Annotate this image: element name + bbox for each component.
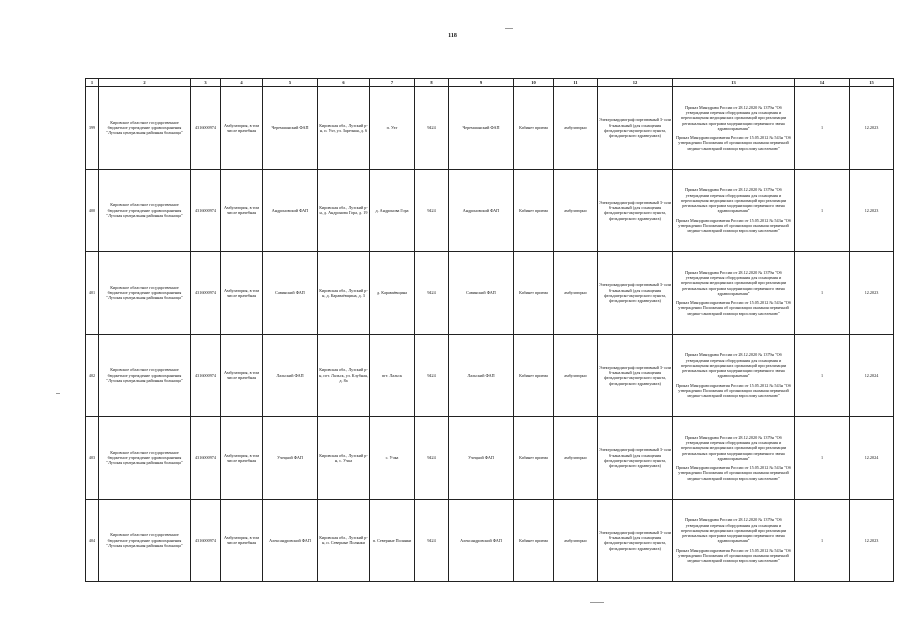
cell-quantity: 1 [795,417,850,500]
cell-due-date: 12.2024 [850,417,894,500]
cell-equipment-name: Электрокардиограф портативный 3- или 6-канальный (для оснащения фельдшерско-акушерского пункта, фельдшерского здравпункта) [598,499,673,582]
cell-code: 9424 [415,499,449,582]
column-header-7: 7 [370,79,415,87]
cell-due-date: 12.2024 [850,334,894,417]
cell-row-number: 400 [86,169,99,252]
cell-code: 9424 [415,252,449,335]
cell-code: 9424 [415,169,449,252]
cell-department: Андроновский ФАП [449,169,514,252]
cell-quantity: 1 [795,252,850,335]
cell-inn: 4316000974 [191,87,221,170]
order-543n: Приказ Минздравсоцразвития России от 15.05.2012 № 543н "Об утверждении Положения об организации оказания первичной медико-санитарной помощи взрослому населению" [676,217,791,233]
column-header-3: 3 [191,79,221,87]
column-header-1: 1 [86,79,99,87]
cell-care-conditions: амбулаторно [554,417,598,500]
cell-room: Кабинет приема [514,87,554,170]
cell-settlement: п. Ухт [370,87,415,170]
table-row [86,252,894,335]
cell-unit-type: Амбулатория, в том числе врачебная [221,87,263,170]
order-1379n: Приказ Минздрава России от 28.12.2020 № 1379н "Об утверждении перечня оборудования для оснащения и переоснащения медицинских организаций при реализации региональных программ модернизации первичного звена здравоохранения" [680,269,787,296]
table-row [86,87,894,170]
cell-room: Кабинет приема [514,252,554,335]
cell-unit-type: Амбулатория, в том числе врачебная [221,252,263,335]
cell-quantity: 1 [795,499,850,582]
column-header-13: 13 [673,79,795,87]
column-header-4: 4 [221,79,263,87]
cell-structural-unit: Лальский ФАП [263,334,318,417]
column-header-14: 14 [795,79,850,87]
cell-organization-name: Кировское областное государственное бюджетное учреждение здравоохранения "Лузская центральная районная больница" [99,169,191,252]
cell-care-conditions: амбулаторно [554,252,598,335]
order-543n: Приказ Минздравсоцразвития России от 15.05.2012 № 543н "Об утверждении Положения об организации оказания первичной медико-санитарной помощи взрослому населению" [676,547,791,563]
cell-unit-type: Амбулатория, в том числе врачебная [221,169,263,252]
column-header-10: 10 [514,79,554,87]
order-543n: Приказ Минздравсоцразвития России от 15.05.2012 № 543н "Об утверждении Положения об организации оказания первичной медико-санитарной помощи взрослому населению" [676,300,791,316]
cell-row-number: 402 [86,334,99,417]
scan-artifact [505,28,513,29]
cell-room: Кабинет приема [514,499,554,582]
cell-room: Кабинет приема [514,169,554,252]
cell-inn: 4316000974 [191,252,221,335]
cell-normative-basis [673,499,795,582]
cell-row-number: 404 [86,499,99,582]
column-header-15: 15 [850,79,894,87]
cell-inn: 4316000974 [191,417,221,500]
table-row [86,417,894,500]
cell-care-conditions: амбулаторно [554,334,598,417]
cell-address: Кировская обл., Лузский р-н, с. Учка [318,417,370,500]
cell-unit-type: Амбулатория, в том числе врачебная [221,334,263,417]
cell-address: Кировская обл., Лузский р-н, п. Ухт, ул. Заречная, д. 6 [318,87,370,170]
cell-equipment-name: Электрокардиограф портативный 3- или 6-канальный (для оснащения фельдшерско-акушерского пункта, фельдшерского здравпункта) [598,417,673,500]
cell-equipment-name: Электрокардиограф портативный 3- или 6-канальный (для оснащения фельдшерско-акушерского пункта, фельдшерского здравпункта) [598,252,673,335]
cell-care-conditions: амбулаторно [554,87,598,170]
order-1379n: Приказ Минздрава России от 28.12.2020 № 1379н "Об утверждении перечня оборудования для оснащения и переоснащения медицинских организаций при реализации региональных программ модернизации первичного звена здравоохранения" [680,352,787,379]
scan-artifact [56,393,60,394]
column-header-2: 2 [99,79,191,87]
cell-settlement: пгт. Лальск [370,334,415,417]
cell-care-conditions: амбулаторно [554,499,598,582]
cell-department: Черемшанский ФАП [449,87,514,170]
table-row [86,334,894,417]
cell-equipment-name: Электрокардиограф портативный 3- или 6-канальный (для оснащения фельдшерско-акушерского пункта, фельдшерского здравпункта) [598,169,673,252]
cell-settlement: д. Андронова Гора [370,169,415,252]
column-header-5: 5 [263,79,318,87]
cell-due-date: 12.2023 [850,87,894,170]
cell-unit-type: Амбулатория, в том числе врачебная [221,499,263,582]
cell-inn: 4316000974 [191,169,221,252]
cell-row-number: 401 [86,252,99,335]
cell-settlement: д. Караваёвщина [370,252,415,335]
table-row [86,169,894,252]
cell-quantity: 1 [795,169,850,252]
cell-organization-name: Кировское областное государственное бюджетное учреждение здравоохранения "Лузская центральная районная больница" [99,417,191,500]
cell-address: Кировская обл., Лузский р-н, д. Андронова Гора, д. 19 [318,169,370,252]
cell-unit-type: Амбулатория, в том числе врачебная [221,417,263,500]
cell-code: 9424 [415,87,449,170]
order-1379n: Приказ Минздрава России от 28.12.2020 № 1379н "Об утверждении перечня оборудования для оснащения и переоснащения медицинских организаций при реализации региональных программ модернизации первичного звена здравоохранения" [680,434,787,461]
cell-room: Кабинет приема [514,334,554,417]
cell-structural-unit: Учецкий ФАП [263,417,318,500]
order-543n: Приказ Минздравсоцразвития России от 15.05.2012 № 543н "Об утверждении Положения об организации оказания первичной медико-санитарной помощи взрослому населению" [676,465,791,481]
page-number: 118 [448,33,457,39]
order-1379n: Приказ Минздрава России от 28.12.2020 № 1379н "Об утверждении перечня оборудования для оснащения и переоснащения медицинских организаций при реализации региональных программ модернизации первичного звена здравоохранения" [680,104,787,131]
cell-address: Кировская обл., Лузский р-н, пгт. Лальск, ул. Клубная, д. 8а [318,334,370,417]
order-543n: Приказ Минздравсоцразвития России от 15.05.2012 № 543н "Об утверждении Положения об организации оказания первичной медико-санитарной помощи взрослому населению" [676,382,791,398]
order-543n: Приказ Минздравсоцразвития России от 15.05.2012 № 543н "Об утверждении Положения об организации оказания первичной медико-санитарной помощи взрослому населению" [676,135,791,151]
cell-code: 9424 [415,334,449,417]
cell-due-date: 12.2023 [850,169,894,252]
cell-department: Лальский ФАП [449,334,514,417]
cell-settlement: с. Учка [370,417,415,500]
cell-quantity: 1 [795,334,850,417]
cell-row-number: 403 [86,417,99,500]
cell-due-date: 12.2023 [850,252,894,335]
cell-normative-basis [673,252,795,335]
cell-normative-basis [673,87,795,170]
column-header-8: 8 [415,79,449,87]
cell-normative-basis [673,169,795,252]
cell-department: Савинский ФАП [449,252,514,335]
cell-due-date: 12.2023 [850,499,894,582]
cell-department: Александровский ФАП [449,499,514,582]
cell-structural-unit: Савинский ФАП [263,252,318,335]
cell-structural-unit: Черемшанский ФАП [263,87,318,170]
column-header-12: 12 [598,79,673,87]
cell-department: Учецкий ФАП [449,417,514,500]
cell-quantity: 1 [795,87,850,170]
column-number-row [86,79,894,87]
cell-room: Кабинет приема [514,417,554,500]
order-1379n: Приказ Минздрава России от 28.12.2020 № 1379н "Об утверждении перечня оборудования для оснащения и переоснащения медицинских организаций при реализации региональных программ модернизации первичного звена здравоохранения" [680,517,787,544]
equipment-registry-table [85,78,894,582]
column-header-11: 11 [554,79,598,87]
cell-code: 9424 [415,417,449,500]
cell-normative-basis [673,334,795,417]
cell-inn: 4316000974 [191,499,221,582]
column-header-9: 9 [449,79,514,87]
cell-address: Кировская обл., Лузский р-н, д. Караваёвщина, д. 3 [318,252,370,335]
cell-equipment-name: Электрокардиограф портативный 3- или 6-канальный (для оснащения фельдшерско-акушерского пункта, фельдшерского здравпункта) [598,87,673,170]
cell-row-number: 399 [86,87,99,170]
cell-structural-unit: Андроновский ФАП [263,169,318,252]
cell-organization-name: Кировское областное государственное бюджетное учреждение здравоохранения "Лузская центральная районная больница" [99,87,191,170]
cell-normative-basis [673,417,795,500]
cell-equipment-name: Электрокардиограф портативный 3- или 6-канальный (для оснащения фельдшерско-акушерского пункта, фельдшерского здравпункта) [598,334,673,417]
table-body [86,87,894,582]
cell-inn: 4316000974 [191,334,221,417]
cell-care-conditions: амбулаторно [554,169,598,252]
cell-organization-name: Кировское областное государственное бюджетное учреждение здравоохранения "Лузская центральная районная больница" [99,252,191,335]
table-row [86,499,894,582]
cell-organization-name: Кировское областное государственное бюджетное учреждение здравоохранения "Лузская центральная районная больница" [99,334,191,417]
cell-settlement: п. Северные Полянки [370,499,415,582]
order-1379n: Приказ Минздрава России от 28.12.2020 № 1379н "Об утверждении перечня оборудования для оснащения и переоснащения медицинских организаций при реализации региональных программ модернизации первичного звена здравоохранения" [680,187,787,214]
column-header-6: 6 [318,79,370,87]
cell-address: Кировская обл., Лузский р-н, п. Северные Полянки [318,499,370,582]
scan-artifact [590,602,604,603]
cell-organization-name: Кировское областное государственное бюджетное учреждение здравоохранения "Лузская центральная районная больница" [99,499,191,582]
cell-structural-unit: Александровский ФАП [263,499,318,582]
